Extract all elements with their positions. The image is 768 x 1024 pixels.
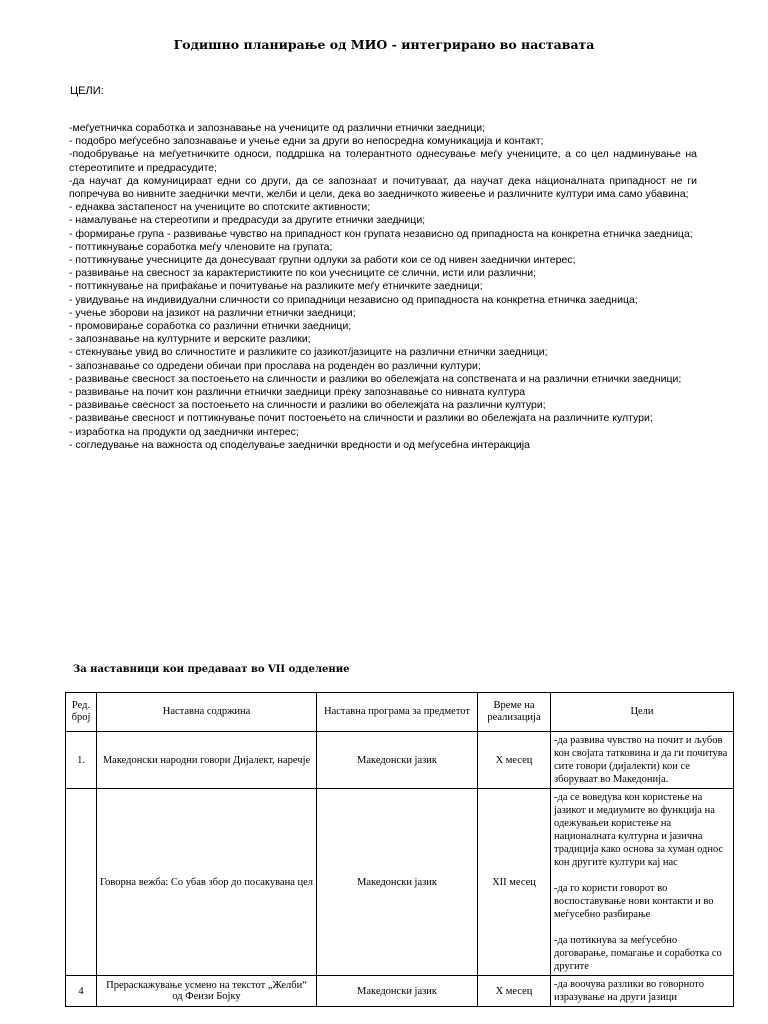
table-row xyxy=(66,732,734,789)
table-row xyxy=(66,976,734,1007)
goal-item: - развивање на свесност за карактеристиките по кои учесниците се слични, исти или различни; xyxy=(69,267,537,280)
section-heading: За наставници кои предаваат во VII одделение xyxy=(73,664,350,675)
goal-item: - еднаква застапеност на учениците во спотските активности; xyxy=(69,201,371,214)
goals-list xyxy=(69,122,697,452)
goal-item: -да научат да комуницираат едни со други, да се запознаат и почитуваат, да научат дека националната припадност не ги попречува во нивните заеднички мечти, желби и цели, дека во заедничкото живеење и различните култури има само убавина; xyxy=(69,174,697,201)
row-time: X месец xyxy=(478,976,551,1007)
row-goal: -да се воведува кон користење на јазикот и медиумите во функција на одежувањеи користење на националната културна и јазична традиција како основа за хуман однос кон другите култури кај нас xyxy=(554,792,724,868)
row-time: X месец xyxy=(478,732,551,789)
row-number: 1. xyxy=(66,732,97,789)
document-title: Годишно планирање од МИО - интегрирано во наставата xyxy=(173,37,595,52)
row-goal: -да воочува разлики во говорното изразување на други јазици xyxy=(554,979,705,1003)
row-goals xyxy=(551,732,734,789)
row-content: Македонски народни говори Дијалект, наречје xyxy=(97,732,317,789)
goals-label: ЦЕЛИ: xyxy=(70,85,104,97)
goal-item: - согледување на важноста од споделување заеднички вредности и од меѓусебна интеракција xyxy=(69,438,530,451)
goal-item: - формирање група - развивање чувство на припадност кон групата независно од припадноста на конкретна етничка заедница; xyxy=(69,227,693,240)
goal-item: - поттикнување на прифаќање и почитување на разликите меѓу етничките заедници; xyxy=(69,280,483,293)
row-program: Македонски јазик xyxy=(317,789,478,976)
goal-item: - запознавање на културните и верските разлики; xyxy=(69,333,311,346)
goal-item: -подобрување на меѓуетничките односи, поддршка на толерантното однесување меѓу учениците, а со цел надминување на стереотипите и предрасудите; xyxy=(69,148,697,174)
row-number: 4 xyxy=(66,976,97,1007)
header-number: Ред. број xyxy=(66,693,97,732)
table-header-row xyxy=(66,693,734,732)
goal-item: - изработка на продукти од заеднички интерес; xyxy=(69,425,299,438)
goal-item: - поттикнување соработка меѓу членовите на групата; xyxy=(69,240,333,253)
row-number xyxy=(66,789,97,976)
goal-item: - намалување на стереотипи и предрасуди за другите етнички заедници; xyxy=(69,214,426,227)
row-goals xyxy=(551,976,734,1007)
goal-item: - промовирање соработка со различни етнички заедници; xyxy=(69,320,352,333)
row-goals xyxy=(551,789,734,976)
goal-item: - учење зборови на јазикот на различни етнички заедници; xyxy=(69,306,356,319)
row-goal: -да развива чувство на почит и љубов кон својата татковина и да ги почитува сите говори (дијалекти) кои се зборуваат во Македонија. xyxy=(554,735,728,785)
row-content: Прераскажување усмено на текстот „Желби“ од Феизи Бојку xyxy=(97,976,317,1007)
goal-item: - стекнување увид во сличностите и разликите со јазикот/јазиците на различни етнички заедници; xyxy=(69,346,548,359)
row-program: Македонски јазик xyxy=(317,732,478,789)
row-program: Македонски јазик xyxy=(317,976,478,1007)
header-time: Време на реализација xyxy=(478,693,551,732)
goal-item: - увидување на индивидуални сличности со припадници независно од припадноста на конкретна етничка заедница; xyxy=(69,293,638,306)
goal-item: - развивање свесност и поттикнување почит постоењето на сличности и разлики во обележјата на различните култури; xyxy=(69,412,653,425)
goal-item: - подобро меѓусебно запознавање и учење едни за други во непосредна комуникација и контакт; xyxy=(69,135,544,148)
goal-item: - развивање на почит кон различни етнички заедници преку запознавање со нивната култура xyxy=(69,386,526,399)
plan-table xyxy=(65,692,734,1007)
row-goal: -да потикнува за меѓусебно договарање, помагање и соработка со другите xyxy=(554,935,722,972)
goal-item: - развивање свесност за постоењето на сличности и разлики во обележјата на сопствената и на различни етнички заедници; xyxy=(69,372,682,385)
row-time: XII месец xyxy=(478,789,551,976)
goal-item: - запознавање со одредени обичаи при прослава на роденден во различни култури; xyxy=(69,359,481,372)
table-row xyxy=(66,789,734,976)
row-goal: -да го користи говорот во воспоставување нови контакти и во меѓусебно разбирање xyxy=(554,883,714,920)
goal-item: - поттикнување учесниците да донесуваат групни одлуки за работи кои се од нивен заеднички интерес; xyxy=(69,254,576,267)
row-content: Говорна вежба: Со убав збор до посакувана цел xyxy=(97,789,317,976)
goal-item: -меѓуетничка соработка и запознавање на учениците од различни етнички заедници; xyxy=(69,122,486,134)
goal-item: - развивање свесност за постоењето на сличности и разлики во обележјата на различни култури; xyxy=(69,399,546,412)
header-content: Наставна содржина xyxy=(97,693,317,732)
header-program: Наставна програма за предметот xyxy=(317,693,478,732)
header-goals: Цели xyxy=(551,693,734,732)
